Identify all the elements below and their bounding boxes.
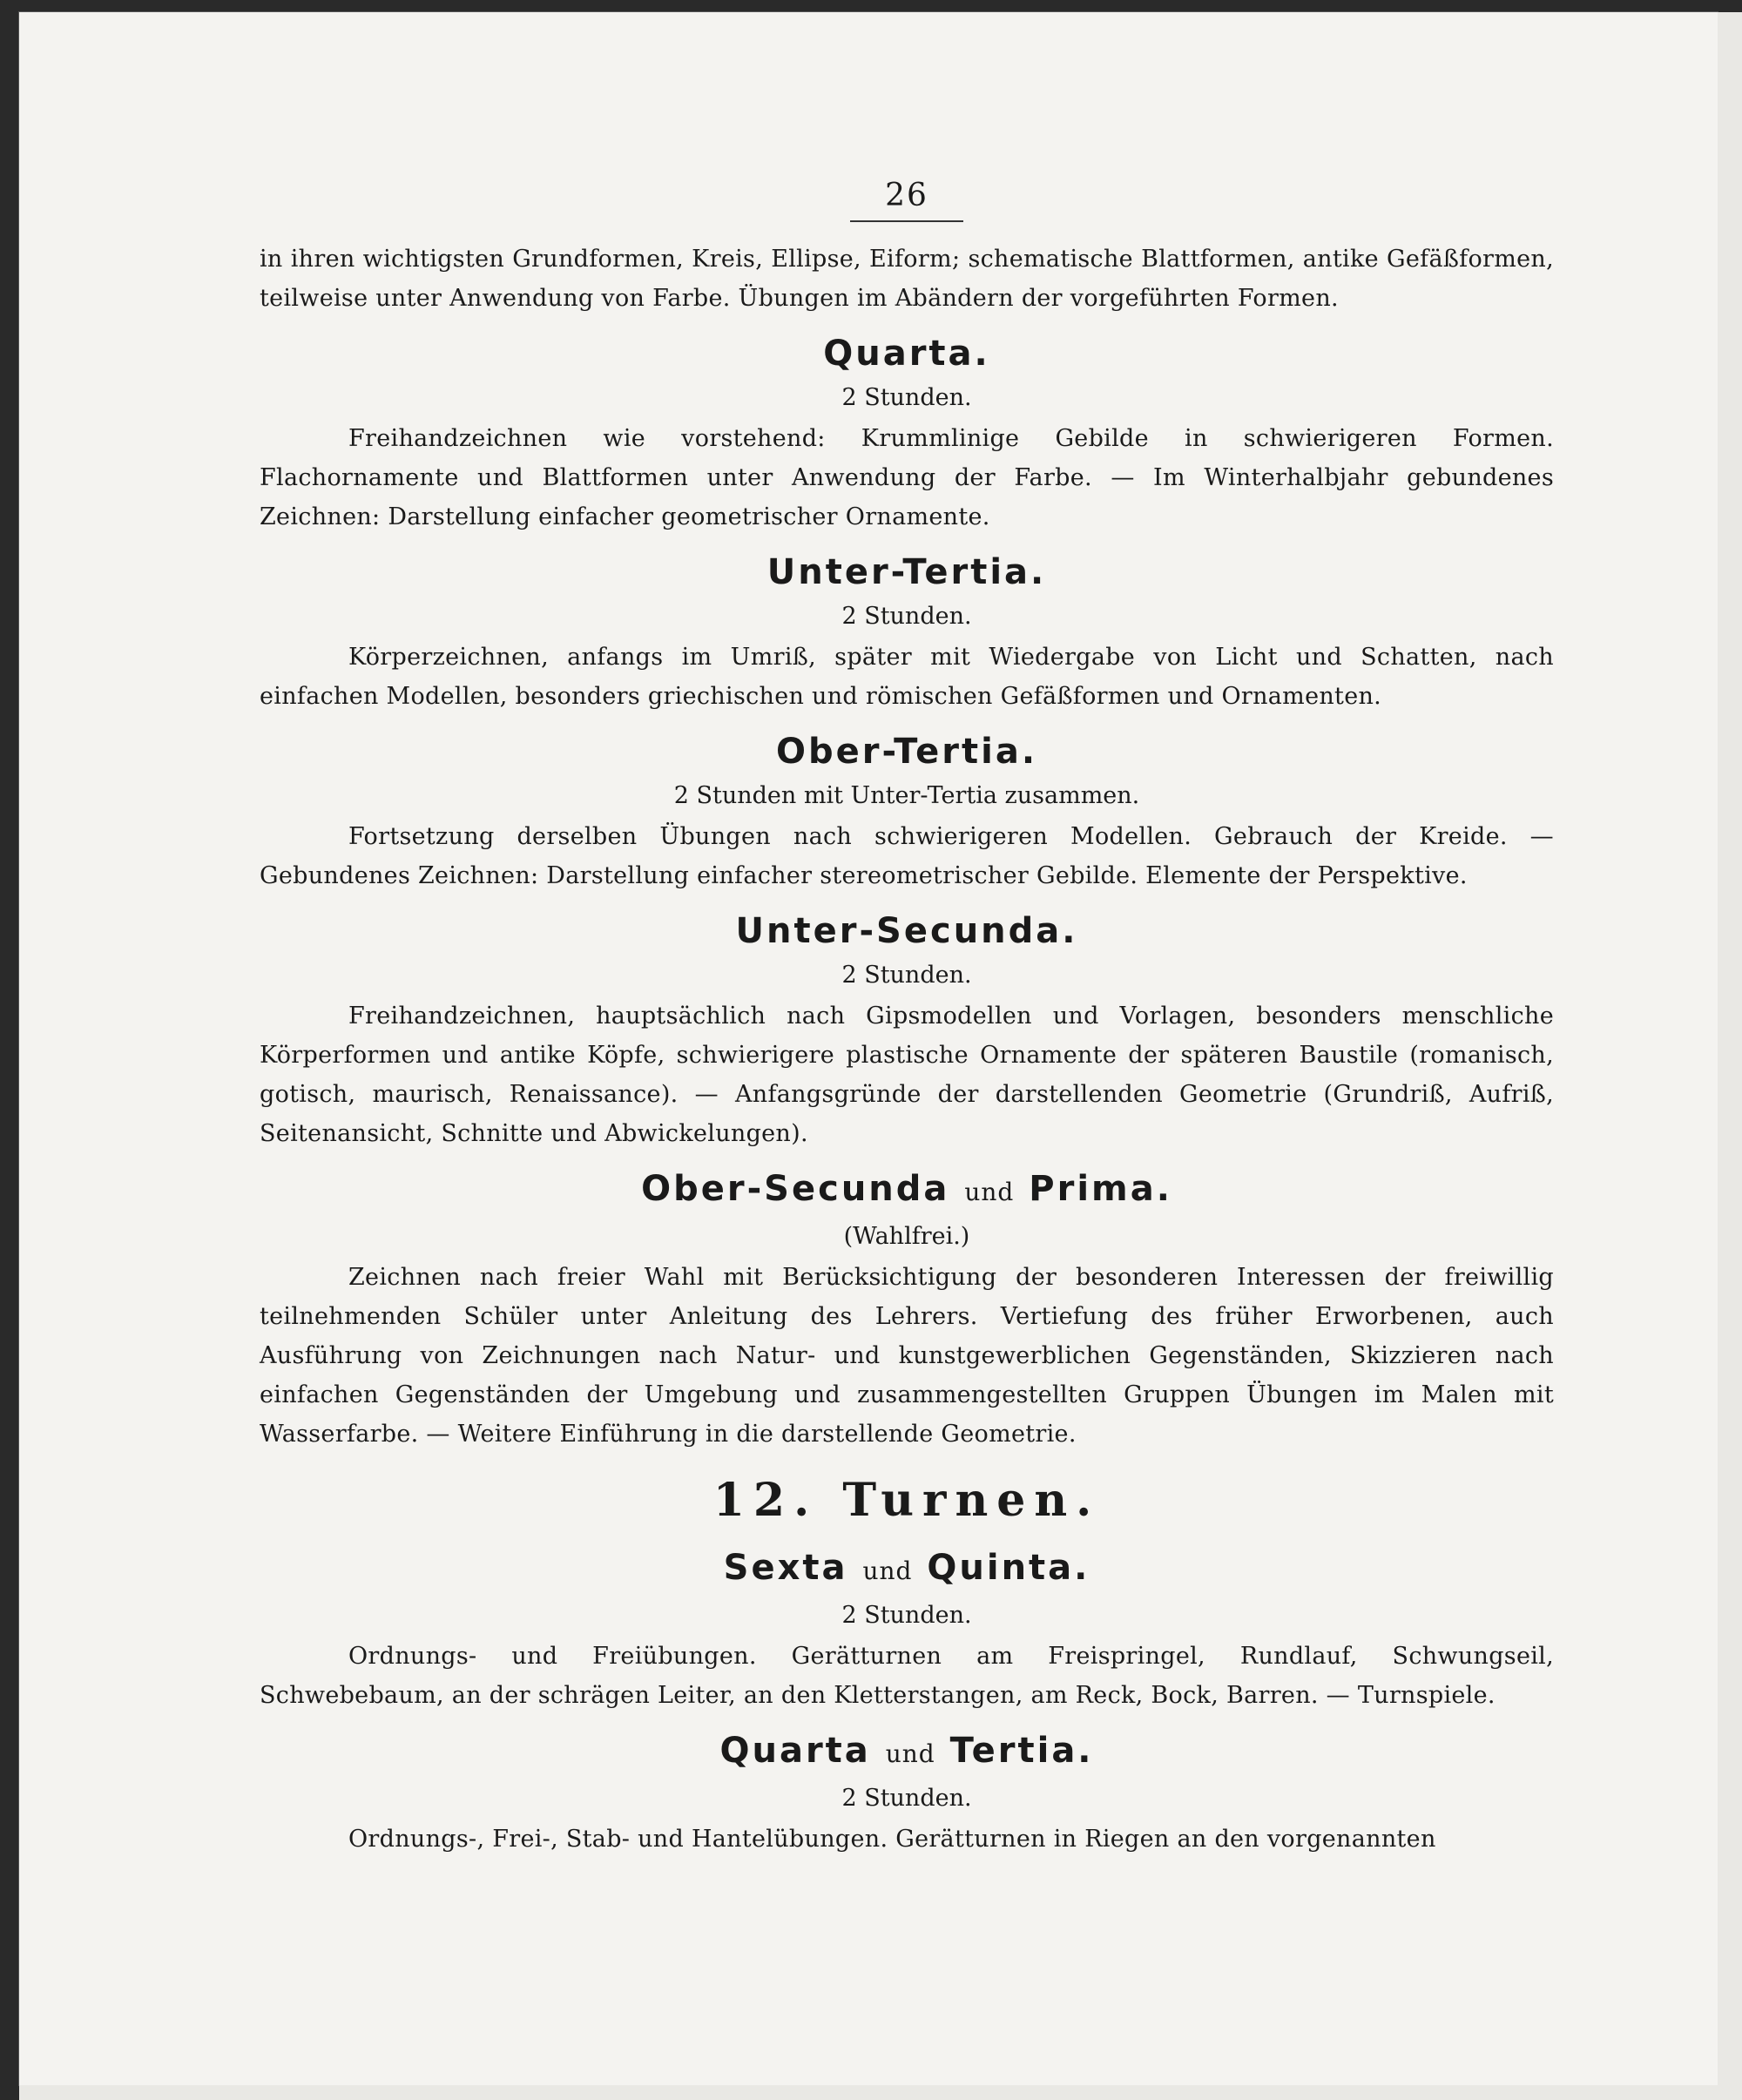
hours-ober-tertia: 2 Stunden mit Unter-Tertia zusammen. <box>673 782 1140 809</box>
hours-unter-secunda: 2 Stunden. <box>841 962 972 989</box>
heading-sexta-quinta <box>260 1543 1554 1597</box>
heading-unter-secunda: Unter-Secunda. <box>735 911 1078 951</box>
heading-ober-tertia: Ober-Tertia. <box>775 732 1038 772</box>
page-number: 26 <box>885 178 928 213</box>
paragraph-unter-secunda: Freihandzeichnen, hauptsächlich nach Gipsmodellen und Vorlagen, besonders menschliche Körperformen und antike Köpfe, schwierigere plastische Ornamente der späteren Baustile (romanisch, gotisch, maurisch, Renaissance). — Anfangsgründe der darstellenden Geometrie (Grundriß, Aufriß, Seitenansicht, Schnitte und Abwickelungen). <box>260 1003 1554 1147</box>
heading-prima: Prima. <box>1029 1169 1172 1209</box>
chapter-number: 12. <box>712 1474 819 1527</box>
scan-edge-right <box>1718 12 1742 2094</box>
heading-quinta: Quinta. <box>927 1548 1090 1588</box>
heading-quarta: Quarta. <box>823 334 990 374</box>
heading-sexta: Sexta <box>723 1548 848 1588</box>
document-page <box>19 12 1718 2085</box>
heading-quarta-tertia <box>260 1725 1554 1779</box>
heading-unter-tertia: Unter-Tertia. <box>766 552 1047 592</box>
scan-edge-bottom <box>19 2085 1742 2100</box>
paragraph-quarta: Freihandzeichnen wie vorstehend: Krummlinige Gebilde in schwierigeren Formen. Flachornamente und Blattformen unter Anwendung der Farbe. — Im Winterhalbjahr gebundenes Zeichnen: Darstellung einfacher geometrischer Ornamente. <box>260 425 1554 530</box>
paragraph-sexta-quinta: Ordnungs- und Freiübungen. Gerätturnen am Freispringel, Rundlauf, Schwungseil, Schwebebaum, an der schrägen Leiter, an den Kletterstangen, am Reck, Bock, Barren. — Turnspiele. <box>260 1643 1554 1709</box>
heading-tertia-turnen: Tertia. <box>949 1731 1094 1771</box>
heading-ober-secunda-prima <box>260 1164 1554 1218</box>
intro-paragraph: in ihren wichtigsten Grundformen, Kreis, Ellipse, Eiform; schematische Blattformen, antike Gefäßformen, teilweise unter Anwendung von Farbe. Übungen im Abändern der vorgeführten Formen. <box>260 246 1554 312</box>
chapter-heading <box>260 1469 1554 1532</box>
heading-ober-secunda: Ober-Secunda <box>641 1169 950 1209</box>
hours-unter-tertia: 2 Stunden. <box>841 603 972 630</box>
paragraph-ober-tertia: Fortsetzung derselben Übungen nach schwierigeren Modellen. Gebrauch der Kreide. — Gebundenes Zeichnen: Darstellung einfacher stereometrischer Gebilde. Elemente der Perspektive. <box>260 823 1554 889</box>
page-content <box>260 178 1554 1859</box>
hours-ober-secunda-prima: (Wahlfrei.) <box>843 1223 970 1250</box>
hours-quarta-tertia: 2 Stunden. <box>841 1785 972 1812</box>
paragraph-quarta-tertia: Ordnungs-, Frei-, Stab- und Hantelübungen. Gerätturnen in Riegen an den vorgenannten <box>348 1826 1436 1853</box>
hours-quarta: 2 Stunden. <box>841 384 972 411</box>
heading-quarta-turnen: Quarta <box>719 1731 871 1771</box>
heading-conjunction: und <box>862 1556 913 1585</box>
page-number-rule <box>850 220 963 222</box>
hours-sexta-quinta: 2 Stunden. <box>841 1602 972 1629</box>
paragraph-ober-secunda-prima: Zeichnen nach freier Wahl mit Berücksichtigung der besonderen Interessen der freiwillig teilnehmenden Schüler unter Anleitung des Lehrers. Vertiefung des früher Erworbenen, auch Ausführung von Zeichnungen nach Natur- und kunstgewerblichen Gegenständen, Skizzieren nach einfachen Gegenständen der Umgebung und zusammengestellten Gruppen Übungen im Malen mit Wasserfarbe. — Weitere Einführung in die darstellende Geometrie. <box>260 1264 1554 1448</box>
chapter-title: Turnen. <box>842 1474 1101 1527</box>
heading-conjunction: und <box>964 1178 1015 1206</box>
paragraph-unter-tertia: Körperzeichnen, anfangs im Umriß, später mit Wiedergabe von Licht und Schatten, nach einfachen Modellen, besonders griechischen und römischen Gefäßformen und Ornamenten. <box>260 644 1554 710</box>
heading-conjunction: und <box>885 1739 935 1768</box>
